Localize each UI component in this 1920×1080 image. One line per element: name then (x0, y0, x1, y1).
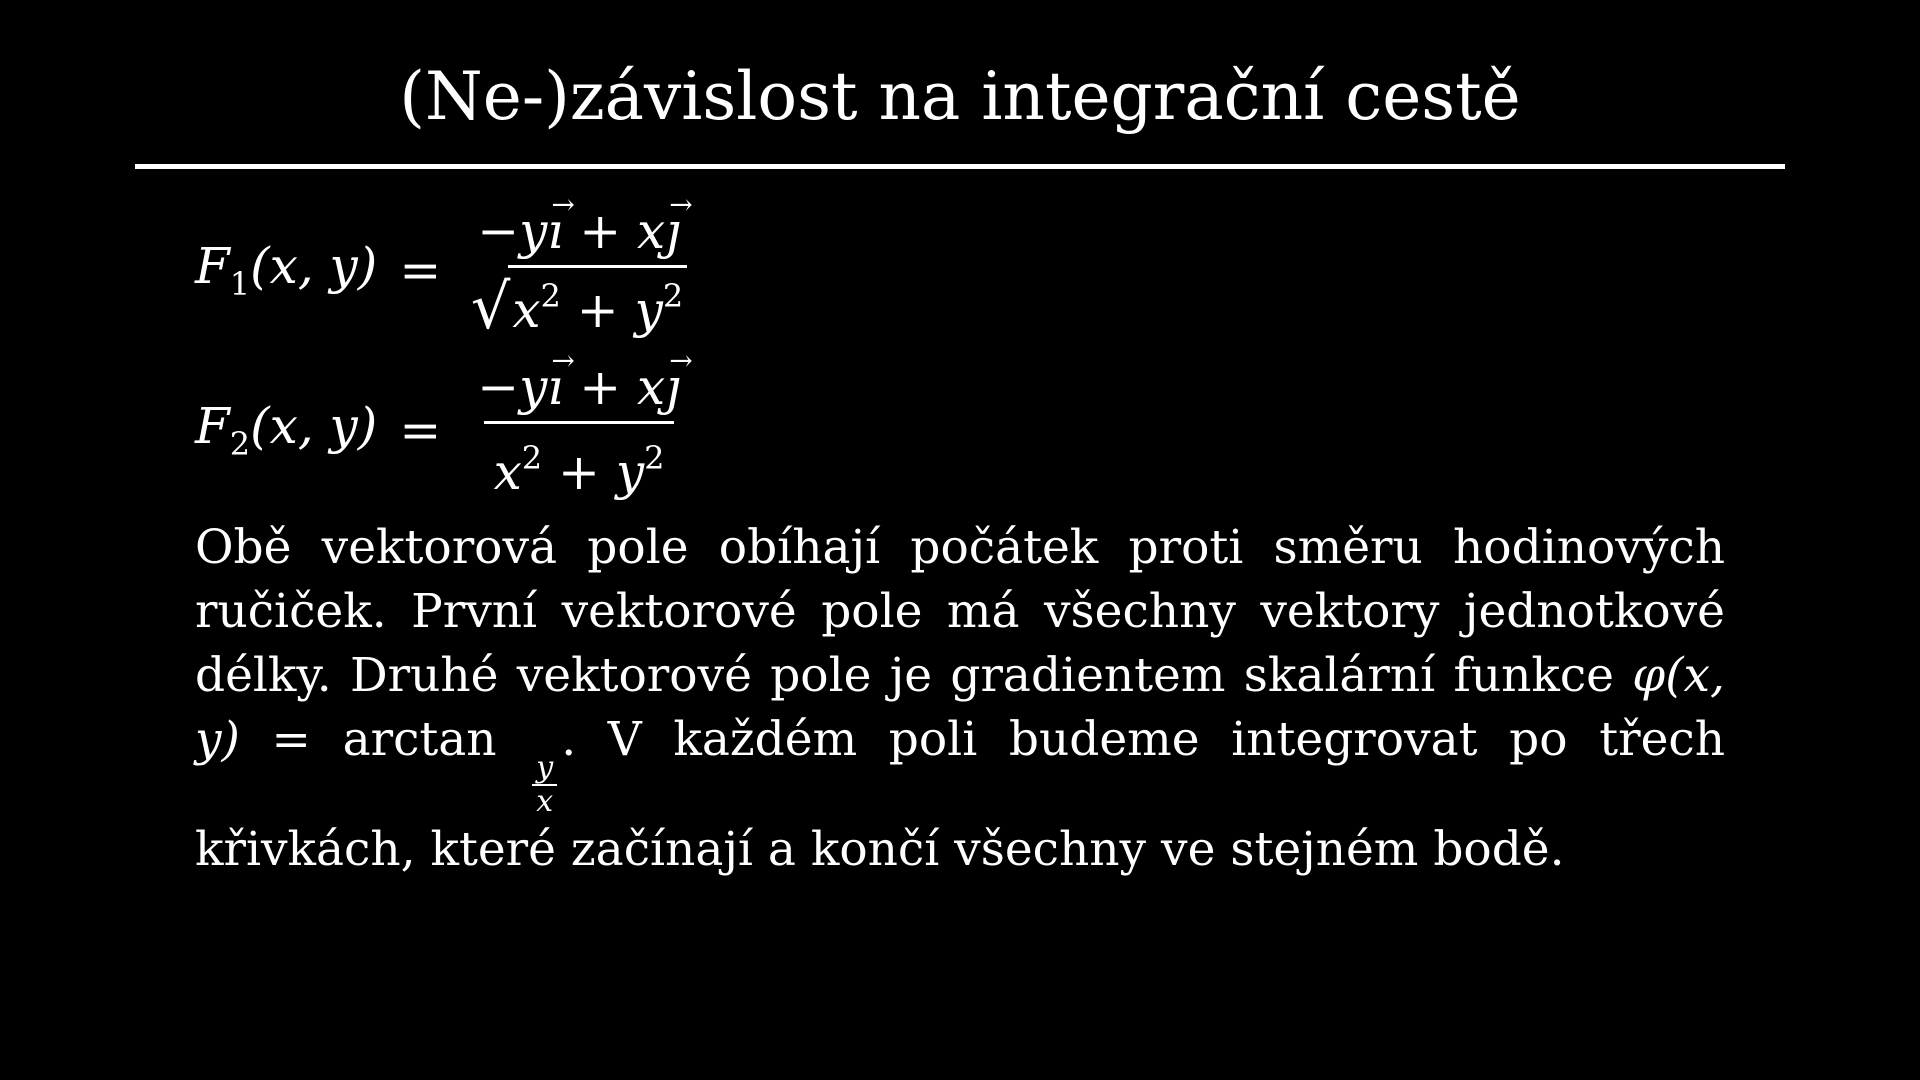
f2-denominator (484, 421, 675, 502)
f2-args: (x, y) (250, 397, 378, 455)
paragraph-text-before: Obě vektorová pole obíhají počátek proti směru hodinových ručiček. První vektorové pole má všechny vektory jednotkové délky. Druhé vektorové pole je gradientem skalární funkce (195, 520, 1725, 703)
f2-fraction (467, 359, 691, 502)
equation-f2 (195, 357, 691, 501)
f1-args: (x, y) (250, 237, 378, 295)
f1-fraction (467, 201, 691, 343)
f1-num-a: −y (477, 201, 548, 260)
slide-title: (Ne-)závislost na integrační cestě (399, 58, 1521, 135)
body-paragraph (195, 516, 1725, 882)
f1-den-y-exp: 2 (662, 276, 684, 315)
f2-name: F (195, 397, 230, 455)
f1-num-j: ȷ → (665, 203, 681, 259)
equation-f2-lhs (195, 397, 377, 463)
f1-numerator (467, 203, 691, 265)
f1-equals: = (399, 241, 442, 299)
f2-equals: = (399, 401, 442, 459)
f2-num-plus: + x (563, 357, 666, 416)
fraction-numerator: y (532, 752, 557, 786)
f1-num-i: ı → (547, 203, 563, 259)
f2-den-plus: + (542, 442, 616, 501)
sqrt-symbol: √ (470, 269, 511, 343)
f2-den-x: x (493, 442, 522, 501)
f1-num-plus: + x (563, 201, 666, 260)
f1-den-x-exp: 2 (540, 276, 561, 315)
f2-num-j: ȷ → (665, 359, 681, 415)
phi-equals-arctan: = arctan (239, 712, 529, 767)
f1-name: F (195, 237, 230, 295)
f1-index: 1 (229, 265, 251, 303)
f2-den-y-exp: 2 (644, 438, 665, 477)
f2-numerator (467, 359, 691, 421)
f2-den-y: y (615, 442, 645, 501)
equation-f1 (195, 200, 691, 343)
f1-den-x: x (512, 280, 541, 339)
f2-den-x-exp: 2 (521, 438, 543, 477)
f2-num-i: ı → (547, 359, 563, 415)
f1-den-y: y (634, 280, 663, 339)
f2-num-a: −y (477, 357, 548, 416)
fraction-denominator: x (536, 784, 554, 819)
y-over-x-fraction (532, 752, 557, 818)
f1-radicand (508, 265, 687, 338)
equation-f1-lhs (195, 237, 377, 303)
phi-expression: φ(x, y) (195, 648, 1725, 767)
f1-den-plus: + (560, 280, 635, 339)
f1-denominator (470, 265, 687, 343)
title-divider (135, 164, 1785, 169)
f2-index: 2 (229, 425, 251, 463)
paragraph-text-after: . V každém poli budeme integrovat po třech křivkách, které začínají a končí všechny ve stejném bodě. (195, 712, 1725, 877)
